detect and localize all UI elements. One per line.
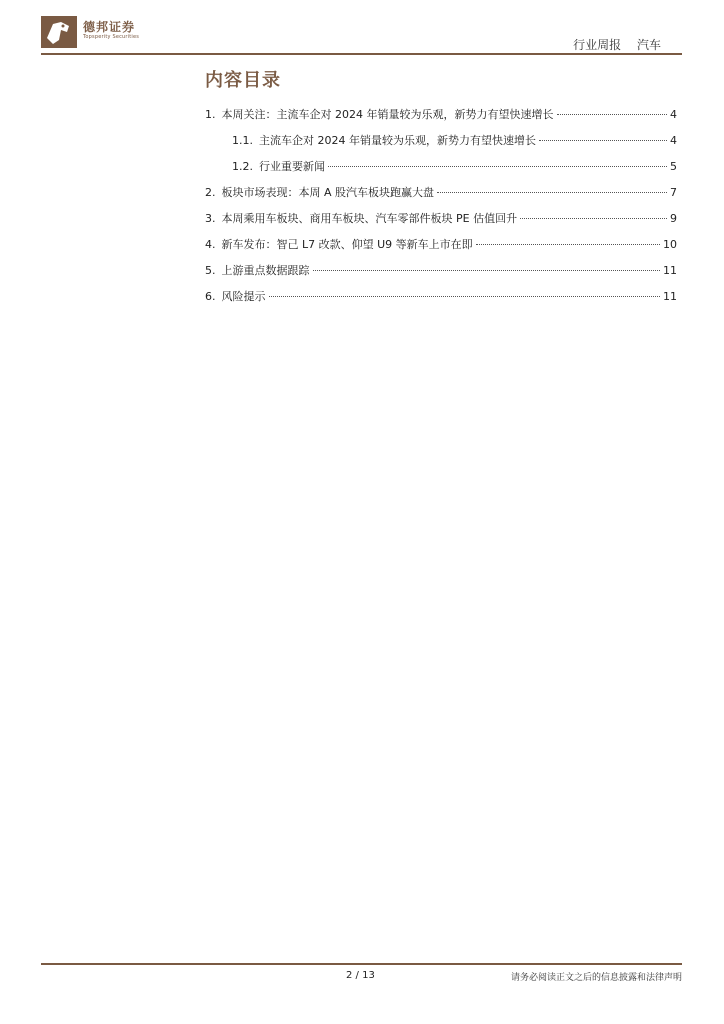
- toc-leader-dots: [476, 244, 660, 245]
- toc-entry[interactable]: [205, 158, 677, 184]
- header-divider: [41, 53, 682, 55]
- toc-entry[interactable]: [205, 210, 677, 236]
- toc-entry-page: 9: [670, 212, 677, 225]
- table-of-contents: [205, 106, 677, 314]
- toc-entry-text: 本周关注：主流车企对 2024 年销量较为乐观，新势力有望快速增长: [221, 108, 554, 121]
- toc-entry-number: 4.: [205, 238, 216, 251]
- toc-leader-dots: [328, 166, 667, 167]
- toc-entry-page: 11: [663, 290, 677, 303]
- toc-entry-number: 1.1.: [232, 134, 253, 147]
- toc-entry[interactable]: [205, 288, 677, 314]
- toc-entry-page: 4: [670, 134, 677, 147]
- toc-entry-page: 7: [670, 186, 677, 199]
- page-number: 2 / 13: [346, 970, 375, 981]
- toc-entry-text: 主流车企对 2024 年销量较为乐观，新势力有望快速增长: [259, 134, 536, 147]
- toc-leader-dots: [313, 270, 661, 271]
- toc-entry[interactable]: [205, 106, 677, 132]
- toc-entry-text: 上游重点数据跟踪: [221, 264, 310, 277]
- toc-entry-number: 2.: [205, 186, 216, 199]
- toc-entry[interactable]: [205, 184, 677, 210]
- brand-name-cn: 德邦证券: [83, 20, 136, 34]
- toc-entry-text: 本周乘用车板块、商用车板块、汽车零部件板块 PE 估值回升: [221, 212, 518, 225]
- toc-entry-page: 5: [670, 160, 677, 173]
- toc-leader-dots: [437, 192, 667, 193]
- toc-leader-dots: [557, 114, 668, 115]
- toc-leader-dots: [269, 296, 661, 297]
- toc-leader-dots: [520, 218, 667, 219]
- toc-entry-number: 1.: [205, 108, 216, 121]
- toc-entry[interactable]: [205, 262, 677, 288]
- footer-disclaimer: 请务必阅读正文之后的信息披露和法律声明: [510, 973, 682, 983]
- toc-entry-number: 3.: [205, 212, 216, 225]
- toc-entry-page: 11: [663, 264, 677, 277]
- toc-title: 内容目录: [205, 70, 281, 91]
- brand-name-en: Topsperity Securities: [83, 34, 140, 40]
- industry-label: 汽车: [636, 38, 661, 52]
- toc-entry-page: 10: [663, 238, 677, 251]
- toc-entry-text: 行业重要新闻: [259, 160, 325, 173]
- toc-entry-number: 5.: [205, 264, 216, 277]
- toc-entry-page: 4: [670, 108, 677, 121]
- toc-entry-text: 板块市场表现：本周 A 股汽车板块跑赢大盘: [221, 186, 435, 199]
- company-logo: [41, 16, 77, 48]
- toc-entry-number: 1.2.: [232, 160, 253, 173]
- footer-divider: [41, 963, 682, 965]
- toc-entry-number: 6.: [205, 290, 216, 303]
- toc-entry-text: 风险提示: [221, 290, 266, 303]
- report-type: 行业周报: [573, 38, 622, 52]
- report-header: [573, 36, 661, 53]
- toc-entry[interactable]: [205, 132, 677, 158]
- toc-entry-text: 新车发布：智己 L7 改款、仰望 U9 等新车上市在即: [221, 238, 473, 251]
- toc-leader-dots: [539, 140, 667, 141]
- toc-entry[interactable]: [205, 236, 677, 262]
